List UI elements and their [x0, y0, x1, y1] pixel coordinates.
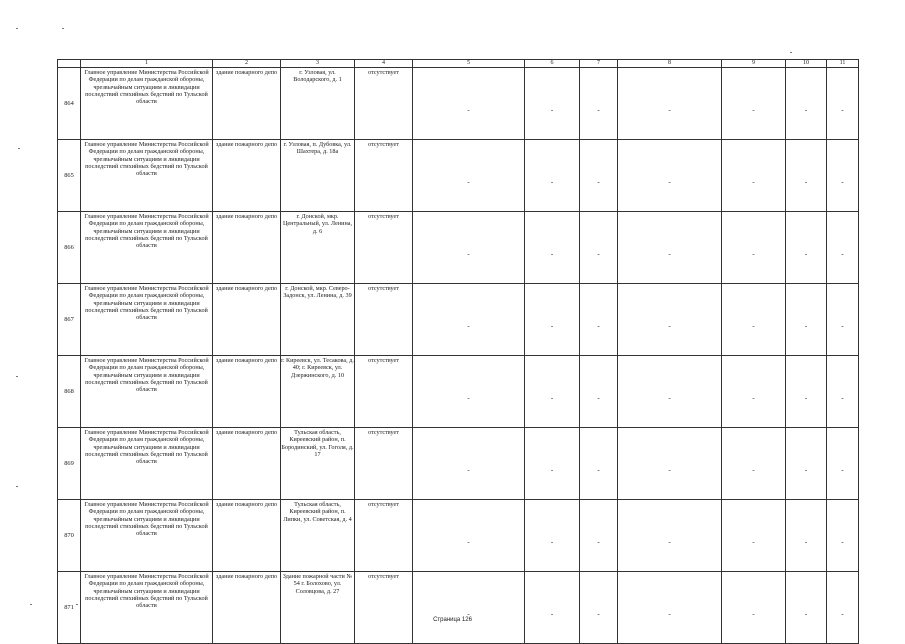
value-cell: -: [722, 356, 786, 428]
address-cell: г. Донской, мкр. Центральный, ул. Ленина, д. 6: [281, 212, 355, 284]
value-cell: -: [580, 428, 618, 500]
owner-cell: отсутствует: [355, 140, 413, 212]
value-cell: -: [580, 212, 618, 284]
header-cell: 10: [786, 60, 827, 68]
object-cell: здание пожарного депо: [213, 140, 281, 212]
value-cell: -: [722, 428, 786, 500]
row-number: 868: [58, 356, 81, 428]
header-cell: 11: [827, 60, 859, 68]
organization-cell: Главное управление Министерства Российской Федерации по делам гражданской обороны, чрезвычайным ситуациям и ликвидации последствий стихийных бедствий по Тульской области: [81, 356, 213, 428]
address-cell: г. Узловая, ул. Володарского, д. 1: [281, 68, 355, 140]
owner-cell: отсутствует: [355, 68, 413, 140]
value-cell: -: [722, 140, 786, 212]
value-cell: -: [618, 572, 722, 644]
value-cell: -: [786, 500, 827, 572]
object-cell: здание пожарного депо: [213, 284, 281, 356]
value-cell: -: [413, 428, 525, 500]
value-cell: -: [618, 212, 722, 284]
owner-cell: отсутствует: [355, 572, 413, 644]
address-cell: Здание пожарной части № 54 г. Болохово, ул. Соловцова, д. 27: [281, 572, 355, 644]
row-number: 870: [58, 500, 81, 572]
owner-cell: отсутствует: [355, 284, 413, 356]
value-cell: -: [525, 68, 580, 140]
value-cell: -: [618, 284, 722, 356]
table-row: [58, 140, 859, 212]
value-cell: -: [413, 572, 525, 644]
value-cell: -: [722, 68, 786, 140]
value-cell: -: [580, 68, 618, 140]
value-cell: -: [827, 68, 859, 140]
value-cell: -: [827, 212, 859, 284]
organization-cell: Главное управление Министерства Российской Федерации по делам гражданской обороны, чрезвычайным ситуациям и ликвидации последствий стихийных бедствий по Тульской области: [81, 284, 213, 356]
table-row: [58, 428, 859, 500]
object-cell: здание пожарного депо: [213, 500, 281, 572]
value-cell: -: [618, 356, 722, 428]
address-cell: Тульская область, Киреевский район, п. Липки, ул. Советская, д. 4: [281, 500, 355, 572]
value-cell: -: [722, 500, 786, 572]
value-cell: -: [786, 68, 827, 140]
value-cell: -: [722, 572, 786, 644]
header-row: [58, 60, 859, 68]
table-row: [58, 356, 859, 428]
value-cell: -: [525, 284, 580, 356]
value-cell: -: [786, 572, 827, 644]
value-cell: -: [580, 284, 618, 356]
value-cell: -: [413, 140, 525, 212]
table-row: [58, 572, 859, 644]
header-cell: 3: [281, 60, 355, 68]
header-cell: 8: [618, 60, 722, 68]
header-cell: [58, 60, 81, 68]
header-cell: 4: [355, 60, 413, 68]
object-cell: здание пожарного депо: [213, 212, 281, 284]
row-number: 869: [58, 428, 81, 500]
row-number: 866: [58, 212, 81, 284]
organization-cell: Главное управление Министерства Российской Федерации по делам гражданской обороны, чрезвычайным ситуациям и ликвидации последствий стихийных бедствий по Тульской области: [81, 428, 213, 500]
organization-cell: Главное управление Министерства Российской Федерации по делам гражданской обороны, чрезвычайным ситуациям и ликвидации последствий стихийных бедствий по Тульской области: [81, 572, 213, 644]
value-cell: -: [827, 284, 859, 356]
value-cell: -: [525, 572, 580, 644]
register-table: [57, 59, 859, 644]
value-cell: -: [618, 68, 722, 140]
table-row: [58, 68, 859, 140]
organization-cell: Главное управление Министерства Российской Федерации по делам гражданской обороны, чрезвычайным ситуациям и ликвидации последствий стихийных бедствий по Тульской области: [81, 212, 213, 284]
value-cell: -: [722, 212, 786, 284]
value-cell: -: [413, 500, 525, 572]
page-number: Страница 126: [433, 617, 472, 623]
value-cell: -: [413, 284, 525, 356]
header-cell: 1: [81, 60, 213, 68]
value-cell: -: [413, 356, 525, 428]
value-cell: -: [827, 356, 859, 428]
object-cell: здание пожарного депо: [213, 428, 281, 500]
header-cell: 6: [525, 60, 580, 68]
value-cell: -: [786, 212, 827, 284]
value-cell: -: [525, 212, 580, 284]
table-row: [58, 212, 859, 284]
value-cell: -: [786, 428, 827, 500]
address-cell: г. Киреевск, ул. Тесакова, д. 40; г. Киреевск, ул. Дзержинского, д. 10: [281, 356, 355, 428]
row-number: 864: [58, 68, 81, 140]
table-row: [58, 500, 859, 572]
owner-cell: отсутствует: [355, 356, 413, 428]
value-cell: -: [786, 356, 827, 428]
object-cell: здание пожарного депо: [213, 356, 281, 428]
owner-cell: отсутствует: [355, 212, 413, 284]
value-cell: -: [786, 284, 827, 356]
scan-speck: [16, 376, 18, 377]
organization-cell: Главное управление Министерства Российской Федерации по делам гражданской обороны, чрезвычайным ситуациям и ликвидации последствий стихийных бедствий по Тульской области: [81, 68, 213, 140]
scan-speck: [62, 28, 64, 29]
value-cell: -: [525, 140, 580, 212]
scan-speck: [16, 28, 18, 29]
row-number: 871: [58, 572, 81, 644]
address-cell: Тульская область, Киреевский район, п. Бородинский, ул. Гоголя, д. 17: [281, 428, 355, 500]
object-cell: здание пожарного депо: [213, 572, 281, 644]
value-cell: -: [827, 428, 859, 500]
value-cell: -: [413, 68, 525, 140]
row-number: 867: [58, 284, 81, 356]
owner-cell: отсутствует: [355, 500, 413, 572]
address-cell: г. Донской, мкр. Северо-Задонск, ул. Ленина, д. 39: [281, 284, 355, 356]
value-cell: -: [525, 428, 580, 500]
owner-cell: отсутствует: [355, 428, 413, 500]
organization-cell: Главное управление Министерства Российской Федерации по делам гражданской обороны, чрезвычайным ситуациям и ликвидации последствий стихийных бедствий по Тульской области: [81, 140, 213, 212]
scan-speck: [16, 486, 18, 487]
scan-speck: [18, 148, 20, 149]
value-cell: -: [786, 140, 827, 212]
address-cell: г. Узловая, п. Дубовка, ул. Шахтера, д. 18а: [281, 140, 355, 212]
value-cell: -: [580, 500, 618, 572]
value-cell: -: [618, 140, 722, 212]
value-cell: -: [618, 500, 722, 572]
header-cell: 5: [413, 60, 525, 68]
value-cell: -: [580, 140, 618, 212]
header-cell: 9: [722, 60, 786, 68]
value-cell: -: [827, 500, 859, 572]
table-row: [58, 284, 859, 356]
organization-cell: Главное управление Министерства Российской Федерации по делам гражданской обороны, чрезвычайным ситуациям и ликвидации последствий стихийных бедствий по Тульской области: [81, 500, 213, 572]
value-cell: -: [413, 212, 525, 284]
value-cell: -: [827, 140, 859, 212]
header-cell: 7: [580, 60, 618, 68]
row-number: 865: [58, 140, 81, 212]
header-cell: 2: [213, 60, 281, 68]
value-cell: -: [525, 356, 580, 428]
object-cell: здание пожарного депо: [213, 68, 281, 140]
value-cell: -: [580, 572, 618, 644]
value-cell: -: [580, 356, 618, 428]
value-cell: -: [525, 500, 580, 572]
scan-speck: [30, 604, 32, 605]
value-cell: -: [827, 572, 859, 644]
value-cell: -: [722, 284, 786, 356]
scan-speck: [790, 52, 792, 53]
value-cell: -: [618, 428, 722, 500]
